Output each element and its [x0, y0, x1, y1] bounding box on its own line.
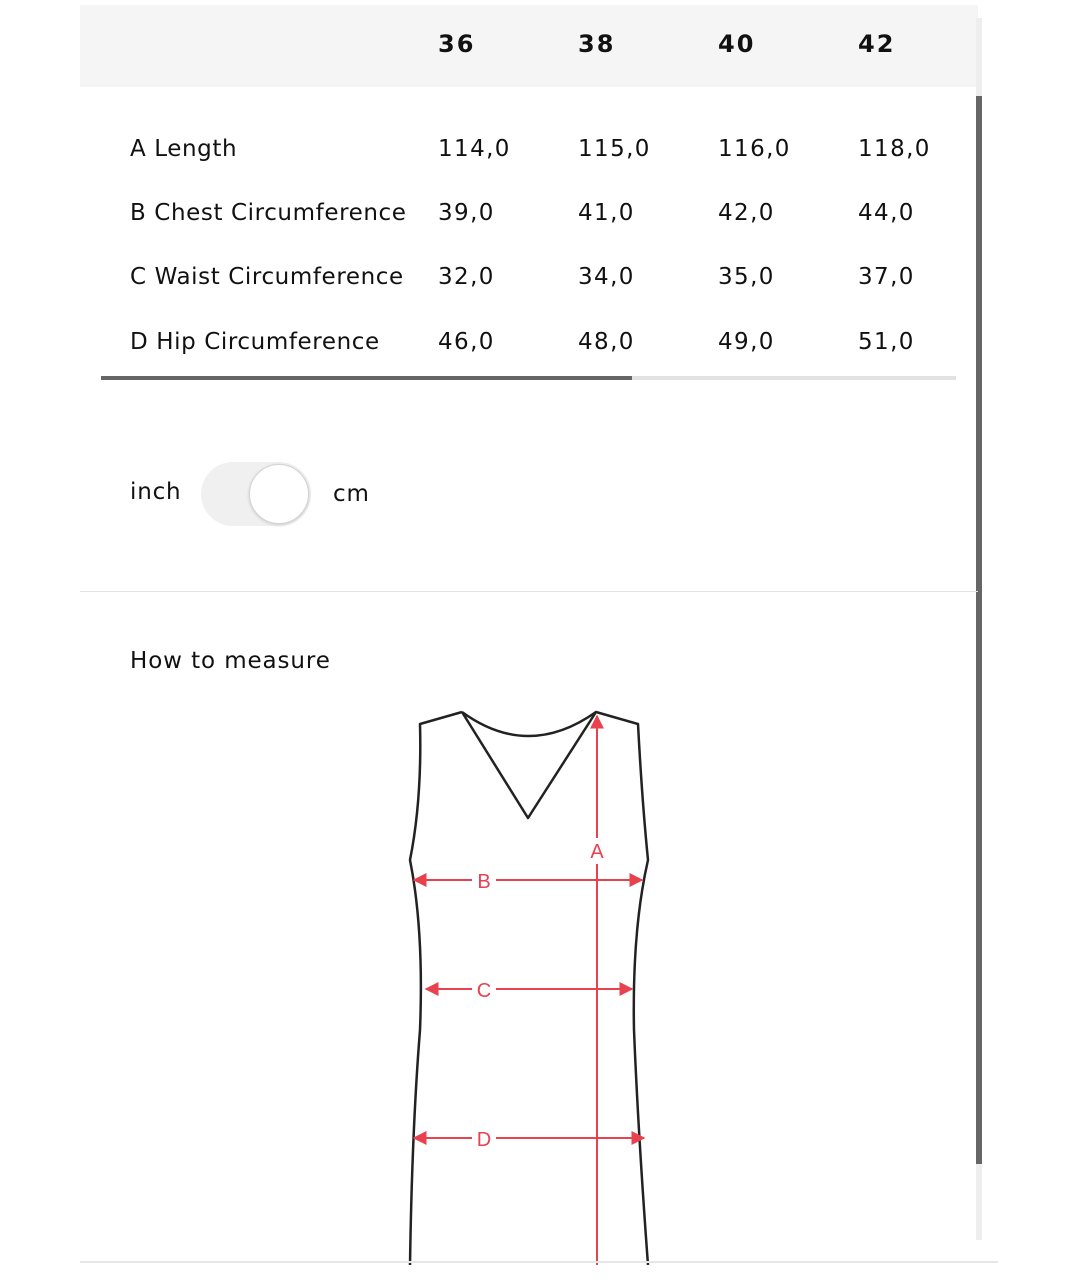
table-horizontal-scrollbar[interactable]	[101, 376, 956, 380]
row-label-chest: B Chest Circumference	[130, 200, 407, 226]
row-label-hip: D Hip Circumference	[130, 329, 380, 355]
table-cell: 35,0	[718, 264, 775, 290]
how-to-measure-title: How to measure	[130, 648, 331, 674]
table-cell: 114,0	[438, 136, 511, 162]
table-cell: 42,0	[718, 200, 775, 226]
table-cell: 37,0	[858, 264, 915, 290]
dress-measurement-diagram	[400, 700, 660, 1265]
unit-label-inch[interactable]: inch	[130, 479, 182, 505]
row-label-length: A Length	[130, 136, 238, 162]
table-cell: 49,0	[718, 329, 775, 355]
unit-label-cm[interactable]: cm	[333, 481, 370, 507]
section-divider	[80, 591, 978, 592]
bottom-divider	[80, 1261, 998, 1263]
marker-a: A	[590, 841, 604, 863]
toggle-knob	[249, 464, 309, 524]
table-cell: 39,0	[438, 200, 495, 226]
v-neckline	[462, 712, 596, 818]
marker-c: C	[476, 980, 492, 1002]
table-cell: 118,0	[858, 136, 931, 162]
table-cell: 48,0	[578, 329, 635, 355]
marker-d: D	[476, 1129, 492, 1151]
marker-b: B	[477, 871, 491, 893]
size-header-row	[80, 5, 978, 87]
size-header-38: 38	[578, 30, 616, 58]
table-cell: 116,0	[718, 136, 791, 162]
unit-toggle-switch[interactable]	[201, 462, 311, 526]
size-header-40: 40	[718, 30, 756, 58]
table-cell: 32,0	[438, 264, 495, 290]
table-cell: 44,0	[858, 200, 915, 226]
page-scrollbar-thumb[interactable]	[976, 96, 982, 1164]
table-cell: 41,0	[578, 200, 635, 226]
table-cell: 34,0	[578, 264, 635, 290]
table-cell: 51,0	[858, 329, 915, 355]
table-scrollbar-thumb[interactable]	[101, 376, 632, 380]
table-cell: 46,0	[438, 329, 495, 355]
size-header-36: 36	[438, 30, 476, 58]
row-label-waist: C Waist Circumference	[130, 264, 404, 290]
table-cell: 115,0	[578, 136, 651, 162]
size-header-42: 42	[858, 30, 896, 58]
page-vertical-scrollbar[interactable]	[976, 18, 982, 1240]
